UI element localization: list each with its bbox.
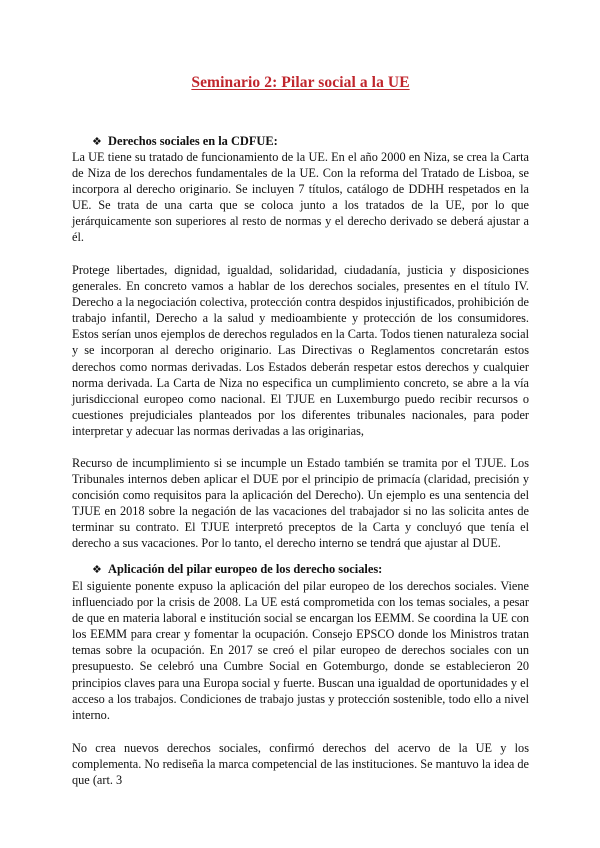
section-heading-pilar-europeo	[92, 562, 382, 577]
page-title: Seminario 2: Pilar social a la UE	[191, 74, 410, 91]
paragraph: Recurso de incumplimiento si se incumple un Estado también se tramita por el TJUE. Los Tribunales internos deben aplicar el DUE por el principio de primacía (claridad, precisión y concisión como requisitos para la aplicación del Derecho). Un ejemplo es una sentencia del TJUE en 2018 sobre la negación de las vacaciones del trabajador si no las solicita antes de terminar su contrato. El TJUE interpretó preceptos de la Carta y concluyó que tenía el derecho a sus vacaciones. Por lo tanto, el derecho interno se tendrá que ajustar al DUE.	[72, 456, 529, 551]
paragraph: Protege libertades, dignidad, igualdad, solidaridad, ciudadanía, justicia y disposiciones generales. En concreto vamos a hablar de los derechos sociales, presentes en el título IV. Derecho a la negociación colectiva, protección contra despidos injustificados, prohibición de trabajo infantil, Derecho a la salud y medioambiente y protección de los consumidores. Estos serían unos ejemplos de derechos regulados en la Carta. Todos tienen naturaleza social y se incorporan al derecho originario. Las Directivas o Reglamentos concretarán estos derechos como normas derivadas. Los Estados deberán respetar estos derechos y cualquier norma derivada. La Carta de Niza no especifica un cumplimiento concreto, se abre a la vía jurisdiccional europeo como nacional. El TJUE en Luxemburgo puedo recibir recursos o cuestiones prejudiciales planteados por los diferentes tribunales nacionales, para poder interpretar y adecuar las normas derivadas a las originarias,	[72, 263, 529, 438]
section-heading-derechos-sociales	[92, 134, 278, 149]
section-heading-text: Aplicación del pilar europeo de los derecho sociales:	[108, 562, 383, 576]
paragraph: La UE tiene su tratado de funcionamiento de la UE. En el año 2000 en Niza, se crea la Carta de Niza de los derechos fundamentales de la UE. Con la reforma del Tratado de Lisboa, se incorpora al derecho originario. Se incluyen 7 títulos, catálogo de DDHH respetados en la UE. Se trata de una carta que se coloca junto a los tratados de la UE, por lo que jerárquicamente son superiores al resto de normas y el derecho derivado se deberá ajustar a él.	[72, 150, 529, 245]
section-heading-text: Derechos sociales en la CDFUE:	[108, 134, 278, 148]
paragraph: No crea nuevos derechos sociales, confirmó derechos del acervo de la UE y los complementa. No rediseña la marca competencial de las instituciones. Se mantuvo la idea de que (art. 3	[72, 741, 529, 788]
paragraph: El siguiente ponente expuso la aplicación del pilar europeo de los derechos sociales. Viene influenciado por la crisis de 2008. La UE está comprometida con los temas sociales, a pesar de que en materia laboral e institución social se encargan los EEMM. Se coordina la UE con los EEMM para crear y fomentar la ocupación. Consejo EPSCO donde los Ministros tratan temas sobre la ocupación. En 2017 se creó el pilar europeo de derechos sociales con un presupuesto. Se celebró una Cumbre Social en Gotemburgo, donde se establecieron 20 principios claves para una Europa social y fuerte. Buscan una igualdad de oportunidades y el acceso a los trabajos. Condiciones de trabajo justas y protección sostenible, todo ello a nivel interno.	[72, 579, 529, 722]
diamond-bullet-icon: ❖	[92, 135, 102, 148]
diamond-bullet-icon: ❖	[92, 563, 102, 576]
